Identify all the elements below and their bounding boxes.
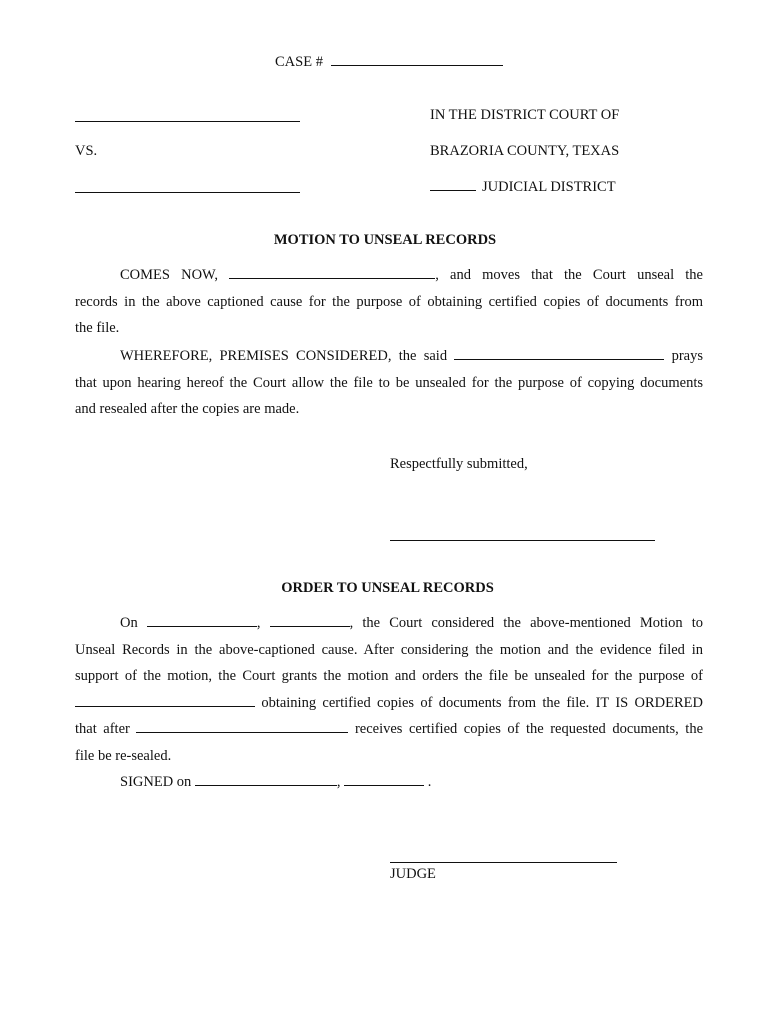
that-after-text: that after	[75, 721, 130, 737]
plaintiff-name-line[interactable]	[75, 121, 300, 122]
order-line4-rest: obtaining certified copies of documents from the file. IT IS ORDERED	[261, 694, 704, 711]
prays-text: prays	[671, 348, 703, 364]
judge-signature-line[interactable]	[390, 862, 617, 863]
signed-comma: ,	[336, 774, 341, 790]
motion-p1-line2: records in the above captioned cause for the purpose of obtaining certified copies of documents from	[75, 293, 703, 310]
versus-label: VS.	[75, 143, 98, 159]
motion-p2-line1	[75, 343, 703, 370]
movant-name-field[interactable]	[229, 265, 435, 279]
defendant-name-line[interactable]	[75, 192, 300, 193]
case-number-line	[275, 52, 503, 71]
order-line1-rest: , the Court considered the above-mentioned Motion to	[349, 615, 703, 631]
signed-on-label: SIGNED on	[120, 774, 192, 790]
order-line6: file be re-sealed.	[75, 747, 172, 764]
motion-p1-line1	[75, 262, 703, 289]
signed-on-line	[75, 769, 703, 796]
motion-paragraph-1	[75, 262, 703, 342]
said-party-field[interactable]	[454, 346, 664, 360]
motion-p2-line3: and resealed after the copies are made.	[75, 401, 300, 417]
order-line2: Unseal Records in the above-captioned cause. After considering the motion and the evidence filed in	[75, 641, 703, 658]
order-line1	[75, 610, 703, 637]
judicial-district-label: JUDICIAL DISTRICT	[482, 179, 616, 195]
recipient-name-field[interactable]	[136, 719, 348, 733]
comes-now-text: COMES NOW,	[120, 267, 219, 283]
motion-title: MOTION TO UNSEAL RECORDS	[273, 232, 497, 248]
respectfully-submitted: Respectfully submitted,	[390, 456, 528, 472]
order-paragraph	[75, 610, 703, 796]
motion-p1-rest: , and moves that the Court unseal the	[435, 267, 703, 283]
hearing-year-field[interactable]	[270, 613, 350, 627]
order-title: ORDER TO UNSEAL RECORDS	[281, 580, 494, 596]
wherefore-text: WHEREFORE, PREMISES CONSIDERED, the said	[120, 348, 448, 364]
case-number-label: CASE #	[275, 54, 323, 70]
judicial-district-line	[430, 177, 616, 196]
order-line5-rest: receives certified copies of the requested documents, the	[354, 721, 704, 737]
judicial-district-field[interactable]	[430, 177, 476, 191]
case-number-field[interactable]	[331, 52, 503, 66]
signed-date-field[interactable]	[195, 772, 337, 786]
motion-paragraph-2	[75, 343, 703, 423]
court-name-line2: BRAZORIA COUNTY, TEXAS	[430, 143, 620, 159]
order-line3: support of the motion, the Court grants the motion and orders the file be unsealed for the purpose of	[75, 668, 703, 684]
signed-year-field[interactable]	[344, 772, 424, 786]
signed-period: .	[427, 774, 432, 790]
motion-p1-line3: the file.	[75, 320, 120, 336]
judge-label: JUDGE	[390, 866, 436, 882]
order-line5	[75, 716, 703, 743]
hearing-comma: ,	[256, 615, 261, 631]
court-name-line1: IN THE DISTRICT COURT OF	[430, 107, 620, 123]
attorney-signature-line[interactable]	[390, 540, 655, 541]
on-text: On	[120, 615, 138, 631]
motion-p2-line2: that upon hearing hereof the Court allow the file to be unsealed for the purpose of copying documents	[75, 374, 703, 391]
order-line4	[75, 690, 703, 717]
hearing-date-field[interactable]	[147, 613, 257, 627]
purpose-field[interactable]	[75, 693, 255, 707]
